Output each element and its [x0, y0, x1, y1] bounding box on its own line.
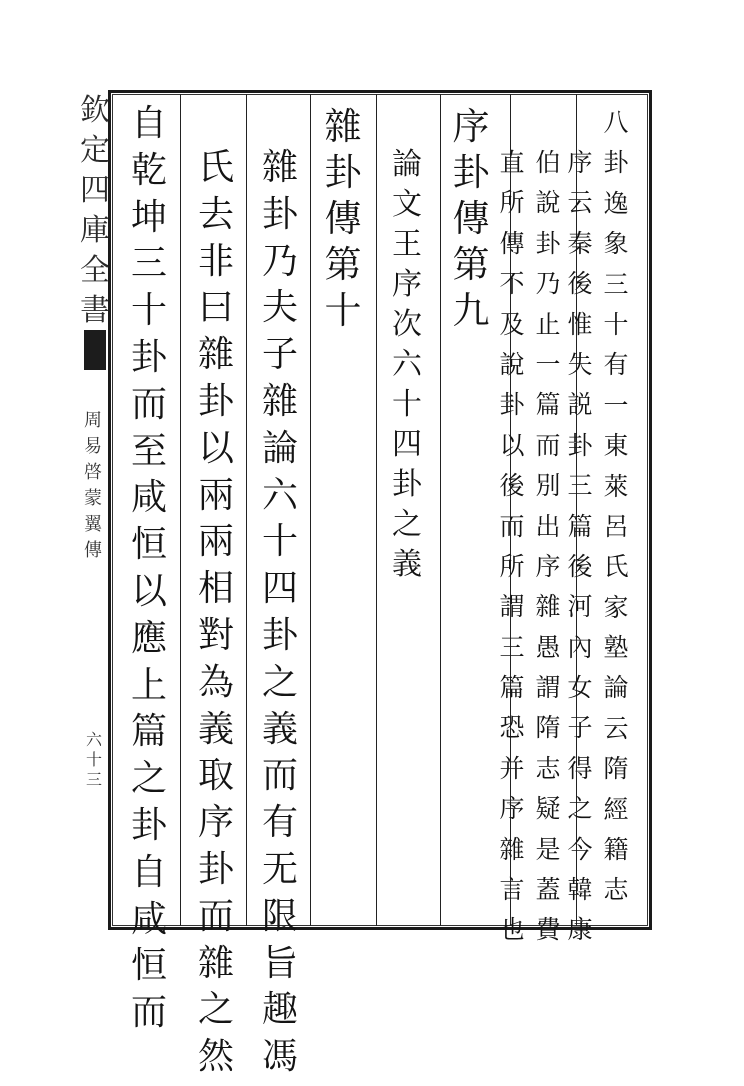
glyph: 隋 [535, 713, 561, 743]
glyph: 說 [535, 188, 561, 218]
glyph: 也 [499, 915, 525, 945]
glyph: 義 [392, 547, 422, 582]
glyph: 後 [499, 471, 525, 501]
glyph: 言 [499, 875, 525, 905]
margin-folio-number [86, 732, 102, 792]
glyph: 十 [324, 289, 362, 332]
glyph: 說 [499, 349, 525, 379]
column-rule [376, 94, 377, 926]
glyph: 十 [603, 309, 629, 339]
margin-glyph: 十 [86, 750, 103, 769]
glyph: 別 [535, 471, 561, 501]
margin-glyph: 啓 [84, 462, 102, 483]
glyph: 咸 [130, 477, 167, 519]
glyph: 呂 [603, 511, 629, 541]
glyph: 趣 [261, 989, 298, 1031]
glyph: 義 [197, 708, 234, 750]
glyph: 氏 [197, 147, 234, 188]
glyph: 以 [499, 430, 525, 460]
glyph: 然 [197, 1036, 234, 1078]
glyph: 有 [261, 802, 298, 844]
annotation-column [528, 150, 568, 958]
glyph: 而 [197, 895, 234, 937]
glyph: 以 [130, 570, 167, 612]
glyph: 次 [392, 307, 422, 342]
column-rule [310, 94, 311, 926]
glyph: 无 [261, 848, 298, 890]
glyph: 止 [535, 309, 561, 339]
glyph: 馮 [261, 1036, 298, 1078]
margin-glyph: 易 [84, 436, 102, 457]
glyph: 自 [130, 851, 167, 893]
glyph: 三 [499, 632, 525, 662]
glyph: 上 [130, 664, 167, 706]
glyph: 序 [197, 802, 234, 844]
glyph: 去 [197, 193, 234, 235]
glyph: 乾 [130, 149, 167, 191]
glyph: 東 [603, 431, 629, 461]
glyph: 雜 [261, 147, 298, 188]
glyph: 逸 [603, 188, 629, 218]
glyph: 經 [603, 794, 629, 824]
glyph: 愚 [535, 632, 561, 662]
glyph: 十 [130, 290, 167, 332]
glyph: 八 [603, 108, 629, 137]
margin-glyph: 六 [86, 730, 103, 749]
glyph: 論 [392, 147, 422, 182]
glyph: 序 [452, 105, 490, 148]
glyph: 説 [567, 390, 593, 420]
glyph: 之 [567, 794, 593, 824]
glyph: 後 [567, 269, 593, 299]
glyph: 兩 [197, 474, 234, 516]
glyph: 一 [603, 390, 629, 420]
column-rule [246, 94, 247, 926]
glyph: 志 [603, 875, 629, 905]
glyph: 三 [603, 269, 629, 299]
margin-glyph: 三 [86, 770, 103, 789]
glyph: 後 [567, 551, 593, 581]
glyph: 傳 [499, 228, 525, 258]
glyph: 卦 [603, 148, 629, 178]
glyph: 謂 [499, 592, 525, 622]
glyph: 第 [452, 243, 490, 286]
margin-glyph: 全 [80, 253, 110, 288]
glyph: 而 [499, 511, 525, 541]
glyph: 雜 [535, 592, 561, 622]
glyph: 康 [567, 915, 593, 945]
glyph: 義 [261, 708, 298, 750]
margin-glyph: 翼 [84, 514, 102, 535]
margin-glyph: 四 [80, 173, 110, 208]
glyph: 篇 [499, 673, 525, 703]
glyph: 雜 [197, 334, 234, 376]
glyph: 對 [197, 614, 234, 656]
fish-tail-mark-icon [84, 330, 106, 370]
glyph: 論 [261, 427, 298, 469]
glyph: 雜 [261, 380, 298, 422]
glyph: 卦 [392, 467, 422, 502]
margin-glyph: 周 [84, 410, 102, 431]
glyph: 十 [392, 387, 422, 422]
glyph: 所 [499, 188, 525, 218]
glyph: 乃 [535, 269, 561, 299]
margin-glyph: 蒙 [84, 488, 102, 509]
margin-glyph: 欽 [80, 93, 110, 128]
glyph: 塾 [603, 633, 629, 663]
glyph: 直 [499, 148, 525, 177]
body-text-column [191, 147, 241, 1086]
glyph: 應 [130, 617, 167, 659]
glyph: 費 [535, 915, 561, 945]
glyph: 內 [567, 632, 593, 662]
glyph: 卦 [197, 848, 234, 890]
glyph: 籍 [603, 835, 629, 865]
glyph: 九 [452, 289, 490, 332]
glyph: 傳 [452, 197, 490, 240]
margin-section-title [84, 412, 102, 568]
glyph: 卦 [261, 193, 298, 235]
annotation-column [596, 110, 636, 918]
glyph: 隋 [603, 754, 629, 784]
glyph: 并 [499, 753, 525, 783]
glyph: 子 [261, 334, 298, 376]
glyph: 氏 [603, 552, 629, 582]
glyph: 以 [197, 427, 234, 469]
glyph: 傳 [324, 197, 362, 240]
glyph: 篇 [535, 390, 561, 420]
annotation-column [492, 150, 532, 958]
glyph: 子 [567, 713, 593, 743]
glyph: 河 [567, 592, 593, 622]
glyph: 不 [499, 269, 525, 299]
glyph: 雜 [499, 834, 525, 864]
glyph: 有 [603, 350, 629, 380]
glyph: 三 [567, 471, 593, 501]
glyph: 坤 [130, 196, 167, 238]
glyph: 篇 [567, 511, 593, 541]
glyph: 一 [535, 349, 561, 379]
glyph: 所 [499, 551, 525, 581]
glyph: 女 [567, 673, 593, 703]
glyph: 及 [499, 309, 525, 339]
glyph: 惟 [567, 309, 593, 339]
glyph: 卦 [130, 336, 167, 378]
margin-glyph: 書 [80, 293, 110, 328]
glyph: 卦 [261, 614, 298, 656]
glyph: 而 [130, 383, 167, 425]
glyph: 取 [197, 755, 234, 797]
glyph: 旨 [261, 942, 298, 984]
glyph: 相 [197, 568, 234, 610]
glyph: 卦 [197, 380, 234, 422]
glyph: 序 [535, 551, 561, 581]
glyph: 云 [603, 713, 629, 743]
glyph: 今 [567, 834, 593, 864]
glyph: 蓋 [535, 875, 561, 905]
glyph: 而 [261, 755, 298, 797]
glyph: 出 [535, 511, 561, 541]
glyph: 志 [535, 753, 561, 783]
glyph: 而 [535, 430, 561, 460]
glyph: 是 [535, 834, 561, 864]
glyph: 曰 [197, 287, 234, 329]
margin-glyph: 庫 [80, 213, 110, 248]
glyph: 之 [261, 661, 298, 703]
glyph: 恐 [499, 713, 525, 743]
glyph: 萊 [603, 471, 629, 501]
glyph: 六 [261, 474, 298, 516]
glyph: 四 [261, 568, 298, 610]
glyph: 而 [130, 992, 167, 1034]
glyph: 篇 [130, 711, 167, 753]
glyph: 象 [603, 229, 629, 259]
glyph: 兩 [197, 521, 234, 563]
glyph: 四 [392, 427, 422, 462]
glyph: 之 [392, 507, 422, 542]
chapter-heading [318, 105, 368, 338]
glyph: 云 [567, 188, 593, 218]
glyph: 卦 [535, 228, 561, 258]
glyph: 韓 [567, 875, 593, 905]
glyph: 六 [392, 347, 422, 382]
glyph: 疑 [535, 794, 561, 824]
chapter-heading [446, 105, 496, 338]
glyph: 卦 [499, 390, 525, 420]
glyph: 乃 [261, 240, 298, 282]
glyph: 伯 [535, 148, 561, 177]
glyph: 得 [567, 753, 593, 783]
glyph: 家 [603, 592, 629, 622]
column-rule [180, 94, 181, 926]
glyph: 卦 [567, 430, 593, 460]
body-text-column [255, 147, 305, 1086]
glyph: 三 [130, 243, 167, 285]
margin-glyph: 定 [80, 133, 110, 168]
glyph: 為 [197, 661, 234, 703]
glyph: 序 [392, 267, 422, 302]
glyph: 雜 [197, 942, 234, 984]
glyph: 秦 [567, 228, 593, 258]
glyph: 之 [130, 758, 167, 800]
glyph: 卦 [130, 804, 167, 846]
body-text-column [124, 103, 174, 1042]
glyph: 文 [392, 187, 422, 222]
glyph: 論 [603, 673, 629, 703]
glyph: 自 [130, 103, 167, 144]
glyph: 卦 [324, 151, 362, 194]
glyph: 非 [197, 240, 234, 282]
glyph: 王 [392, 227, 422, 262]
glyph: 限 [261, 895, 298, 937]
glyph: 夫 [261, 287, 298, 329]
glyph: 恒 [130, 945, 167, 987]
column-rule [440, 94, 441, 926]
glyph: 至 [130, 430, 167, 472]
glyph: 恒 [130, 524, 167, 566]
glyph: 序 [499, 794, 525, 824]
glyph: 謂 [535, 673, 561, 703]
glyph: 雜 [324, 105, 362, 148]
glyph: 之 [197, 989, 234, 1031]
glyph: 咸 [130, 898, 167, 940]
margin-book-title [80, 93, 110, 336]
summary-line [384, 147, 430, 590]
glyph: 第 [324, 243, 362, 286]
glyph: 序 [567, 148, 593, 177]
glyph: 卦 [452, 151, 490, 194]
margin-glyph: 傳 [84, 540, 102, 561]
glyph: 十 [261, 521, 298, 563]
glyph: 失 [567, 349, 593, 379]
